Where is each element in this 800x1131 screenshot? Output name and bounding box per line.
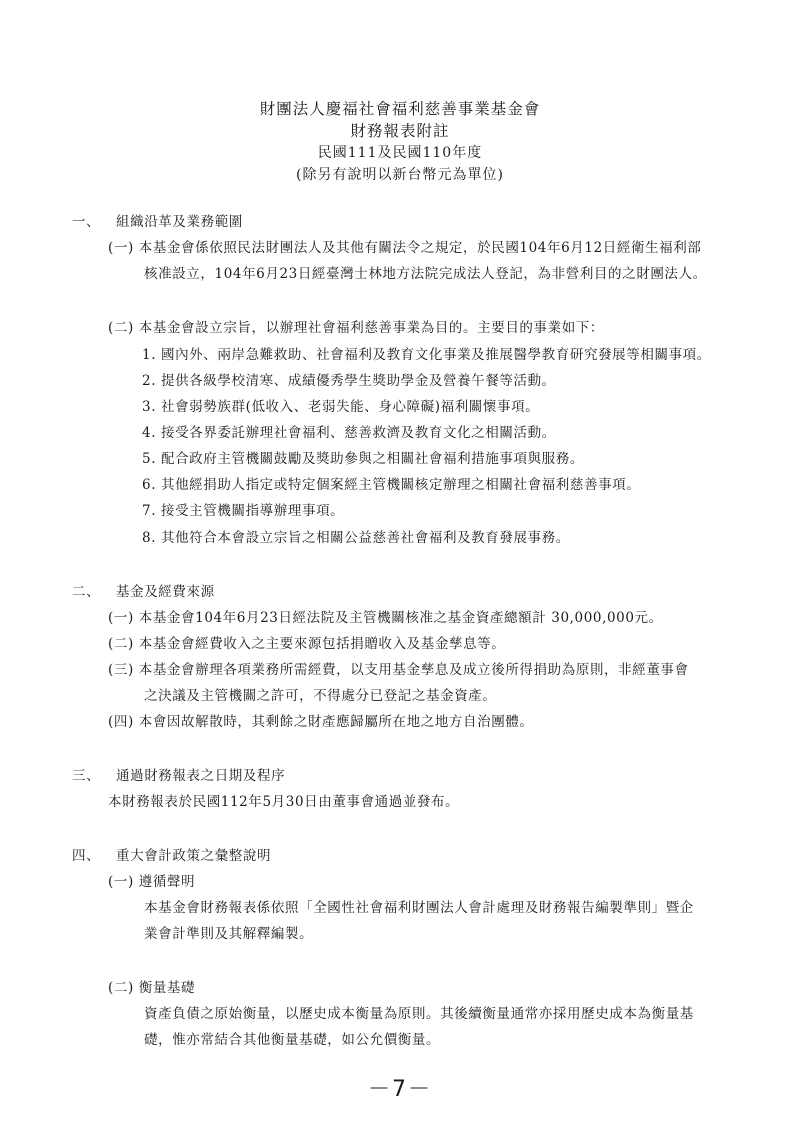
section-4-number: 四、 bbox=[72, 848, 101, 864]
s2-line-3a: (三) 本基金會辦理各項業務所需經費，以支用基金孳息及成立後所得捐助為原則，非經董事會 bbox=[108, 662, 689, 678]
s2-line-1: (一) 本基金會104年6月23日經法院及主管機關核准之基金資產總額計 30,000,000元。 bbox=[108, 610, 663, 626]
section-2-number: 二、 bbox=[72, 584, 101, 600]
s3-body: 本財務報表於民國112年5月30日由董事會通過並發布。 bbox=[108, 794, 460, 810]
s1-item-7: 7. 接受主管機關指導辦理事項。 bbox=[142, 503, 345, 519]
s2-line-2: (二) 本基金會經費收入之主要來源包括捐贈收入及基金孳息等。 bbox=[108, 636, 506, 652]
org-name: 財團法人慶福社會福利慈善事業基金會 bbox=[259, 100, 541, 118]
section-3-heading bbox=[72, 766, 285, 786]
s1-item-3: 3. 社會弱勢族群(低收入、老弱失能、身心障礙)福利關懷事項。 bbox=[142, 399, 540, 415]
s4-sub2-line1: 資產負債之原始衡量，以歷史成本衡量為原則。其後續衡量通常亦採用歷史成本為衡量基 bbox=[144, 1006, 694, 1022]
page-number: －7－ bbox=[368, 1077, 432, 1102]
s4-sub1-line1: 本基金會財務報表係依照「全國性社會福利財團法人會計處理及財務報告編製準則」暨企 bbox=[144, 900, 694, 916]
section-1-heading bbox=[72, 212, 243, 232]
s1-item-2: 2. 提供各級學校清寒、成績優秀學生獎助學金及營養午餐等活動。 bbox=[142, 373, 556, 389]
section-2-title: 基金及經費來源 bbox=[116, 584, 215, 600]
s1-para1-line2: 核准設立，104年6月23日經臺灣士林地方法院完成法人登記，為非營利目的之財團法人。 bbox=[144, 266, 707, 282]
section-1-number: 一、 bbox=[72, 214, 101, 230]
s1-para1-line1: (一) 本基金會係依照民法財團法人及其他有關法令之規定，於民國104年6月12日經衛生福利部 bbox=[108, 240, 702, 256]
s4-sub1-line2: 業會計準則及其解釋編製。 bbox=[144, 926, 314, 942]
section-4-heading bbox=[72, 846, 271, 866]
title-block bbox=[0, 98, 800, 186]
section-3-title: 通過財務報表之日期及程序 bbox=[116, 768, 286, 784]
section-2-heading bbox=[72, 582, 215, 602]
section-1-title: 組織沿革及業務範圍 bbox=[116, 214, 243, 230]
s4-sub2-title: (二) 衡量基礎 bbox=[108, 980, 196, 996]
report-years: 民國111及民國110年度 bbox=[317, 145, 483, 161]
s1-item-8: 8. 其他符合本會設立宗旨之相關公益慈善社會福利及教育發展事務。 bbox=[142, 530, 570, 546]
s2-line-3b: 之決議及主管機關之許可，不得處分已登記之基金資產。 bbox=[144, 688, 497, 704]
s1-para2-line1: (二) 本基金會設立宗旨，以辦理社會福利慈善事業為目的。主要目的事業如下： bbox=[108, 320, 605, 336]
report-title: 財務報表附註 bbox=[350, 122, 450, 140]
s1-item-6: 6. 其他經捐助人指定或特定個案經主管機關核定辦理之相關社會福利慈善事項。 bbox=[142, 477, 641, 493]
s4-sub1-title: (一) 遵循聲明 bbox=[108, 874, 196, 890]
section-3-number: 三、 bbox=[72, 768, 101, 784]
section-4-title: 重大會計政策之彙整說明 bbox=[116, 848, 272, 864]
s2-line-4: (四) 本會因故解散時，其剩餘之財產應歸屬所在地之地方自治團體。 bbox=[108, 714, 534, 730]
unit-note: (除另有說明以新台幣元為單位) bbox=[296, 167, 504, 183]
s4-sub2-line2: 礎，惟亦常結合其他衡量基礎，如公允價衡量。 bbox=[144, 1032, 441, 1048]
s1-item-4: 4. 接受各界委託辦理社會福利、慈善救濟及教育文化之相關活動。 bbox=[142, 425, 556, 441]
s1-item-1: 1. 國內外、兩岸急難救助、社會福利及教育文化事業及推展醫學教育研究發展等相關事項。 bbox=[142, 347, 711, 363]
s1-item-5: 5. 配合政府主管機關鼓勵及獎助參與之相關社會福利措施事項與服務。 bbox=[142, 451, 584, 467]
